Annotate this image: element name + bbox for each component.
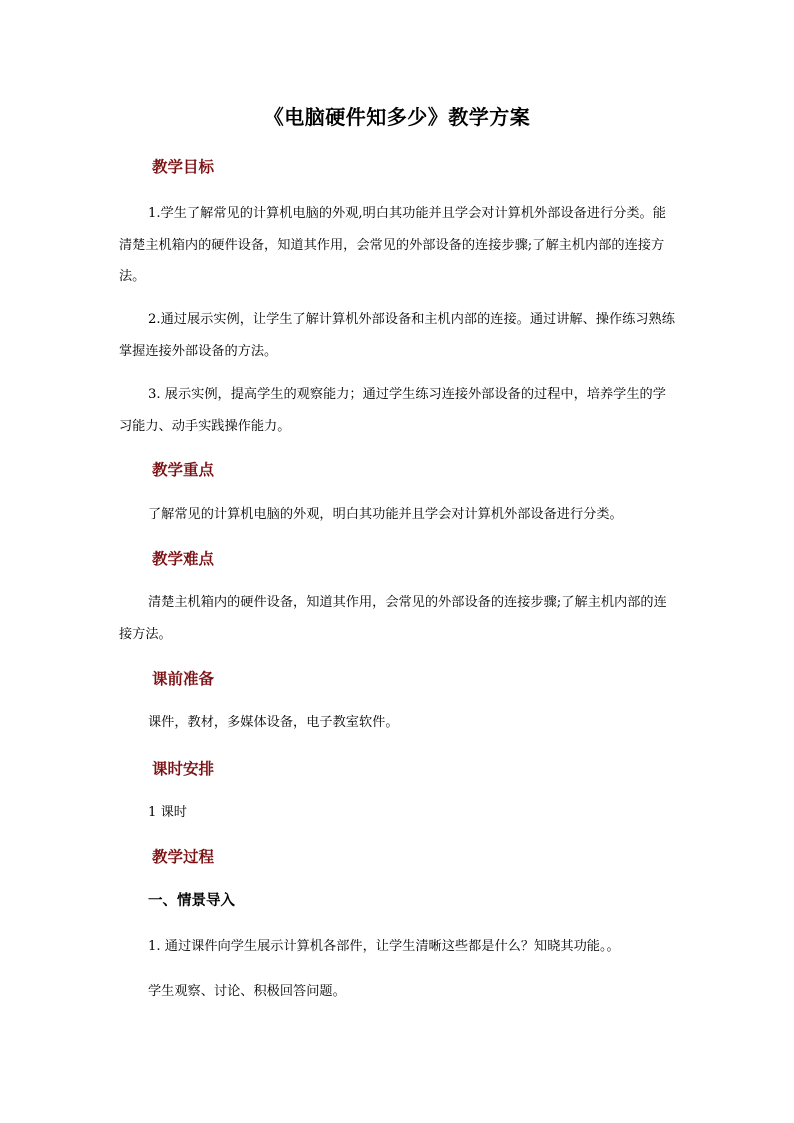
section-heading-difficulties: 教学难点: [152, 549, 215, 568]
preparation-text: 课件，教材，多媒体设备，电子教室软件。: [148, 715, 399, 730]
difficulties-paragraph: 清楚主机箱内的硬件设备，知道其作用，会常见的外部设备的连接步骤;了解主机内部的连接方法。: [119, 595, 667, 642]
section-heading-key-points: 教学重点: [152, 460, 215, 479]
process-part1-heading: 一、情景导入: [148, 892, 235, 909]
document-title: 《电脑硬件知多少》教学方案: [263, 105, 531, 129]
section-heading-preparation: 课前准备: [152, 669, 215, 688]
key-points-text: 了解常见的计算机电脑的外观，明白其功能并且学会对计算机外部设备进行分类。: [148, 507, 623, 522]
section-heading-process: 教学过程: [152, 847, 215, 866]
process-step-1: 1. 通过课件向学生展示计算机各部件，让学生清晰这些都是什么？知晓其功能。。: [148, 939, 620, 954]
process-student-activity: 学生观察、讨论、积极回答问题。: [148, 984, 346, 999]
section-heading-teaching-goals: 教学目标: [152, 157, 215, 176]
schedule-text: 1 课时: [148, 805, 187, 820]
section-heading-schedule: 课时安排: [152, 759, 215, 778]
goal-paragraph-1: 1.学生了解常见的计算机电脑的外观,明白其功能并且学会对计算机外部设备进行分类。能清楚主机箱内的硬件设备，知道其作用，会常见的外部设备的连接步骤;了解主机内部的连接方法。: [119, 206, 666, 284]
goal-paragraph-2: 2.通过展示实例，让学生了解计算机外部设备和主机内部的连接。通过讲解、操作练习熟练掌握连接外部设备的方法。: [119, 312, 675, 359]
goal-paragraph-3: 3. 展示实例，提高学生的观察能力；通过学生练习连接外部设备的过程中，培养学生的学习能力、动手实践操作能力。: [119, 387, 666, 434]
